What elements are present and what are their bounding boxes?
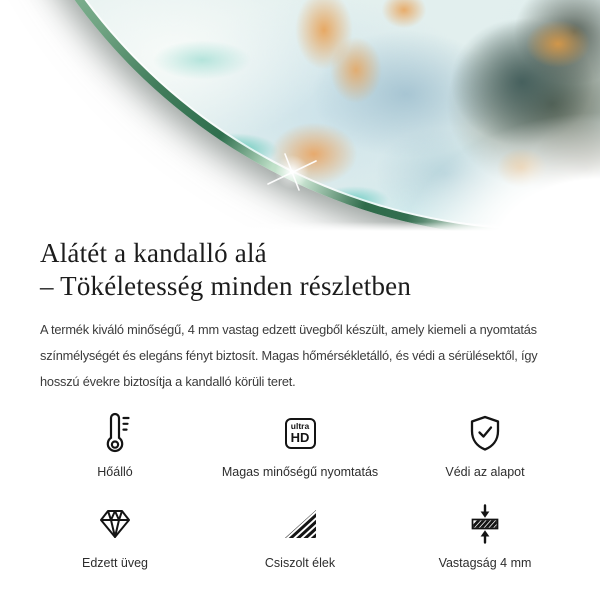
product-description: A termék kiváló minőségű, 4 mm vastag edzett üvegből készült, amely kiemeli a nyomtatás színmélységét és elegáns fényt biztosít. Magas hőmérsékletálló, és védi a sérülésektől, így hosszú évekre biztosítja a kandalló körüli teret. (40, 322, 538, 389)
feature-label: Védi az alapot (445, 465, 525, 479)
feature-icon-wrap (96, 503, 134, 545)
feature-thickness (410, 503, 560, 570)
title-line-1: Alátét a kandalló alá (40, 238, 267, 268)
thermometer-icon (100, 412, 130, 454)
feature-label: Edzett üveg (81, 556, 148, 570)
diamond-icon (96, 507, 134, 541)
feature-heat-resistant (40, 412, 190, 479)
feature-label: Magas minőségű nyomtatás (221, 465, 379, 479)
feature-label: Vastagság 4 mm (438, 556, 532, 570)
title-line-2: – Tökéletesség minden részletben (40, 271, 412, 301)
feature-icon-wrap (100, 412, 130, 454)
feature-icon-wrap (285, 412, 316, 454)
feature-icon-wrap (468, 503, 502, 545)
shield-check-icon (467, 414, 503, 452)
description-block (0, 231, 600, 594)
feature-icon-wrap (282, 503, 318, 545)
feature-grid (40, 412, 560, 594)
page-title (40, 231, 560, 303)
polished-edges-icon (282, 508, 318, 540)
feature-print-quality (221, 412, 379, 479)
feature-base-protection (410, 412, 560, 479)
ultra-hd-text-top: ultra (290, 421, 310, 431)
feature-label: Hőálló (97, 465, 133, 479)
thickness-icon (468, 503, 502, 545)
feature-tempered-glass (40, 503, 190, 570)
ultra-hd-icon (285, 418, 316, 449)
feature-icon-wrap (467, 412, 503, 454)
product-image (0, 0, 600, 231)
feature-label: Csiszolt élek (264, 556, 336, 570)
ultra-hd-text-bottom: HD (290, 430, 310, 445)
feature-polished-edges (225, 503, 375, 570)
sparkle-glint-icon (262, 142, 322, 202)
